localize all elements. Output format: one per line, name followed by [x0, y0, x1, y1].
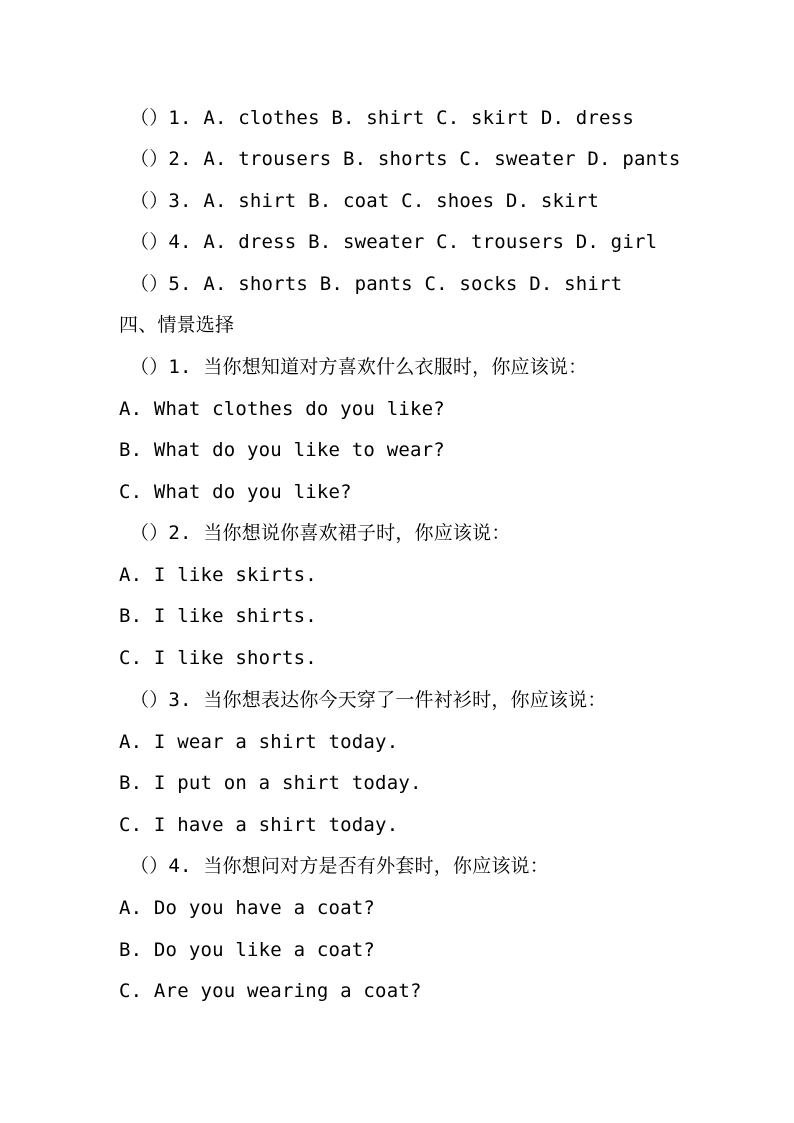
question-4-option-b: B. Do you like a coat?: [119, 939, 376, 961]
section-heading: 四、情景选择: [119, 314, 235, 336]
question-stem-2: （）2. 当你想说你喜欢裙子时，你应该说：: [130, 522, 511, 544]
question-3-option-a: A. I wear a shirt today.: [119, 731, 399, 753]
question-3-option-c: C. I have a shirt today.: [119, 814, 399, 836]
question-3-option-b: B. I put on a shirt today.: [119, 772, 422, 794]
question-stem-1: （）1. 当你想知道对方喜欢什么衣服时，你应该说：: [130, 356, 588, 378]
question-4-option-c: C. Are you wearing a coat?: [119, 980, 422, 1002]
question-4-option-a: A. Do you have a coat?: [119, 897, 376, 919]
odd-one-out-item-1: （）1. A. clothes B. shirt C. skirt D. dress: [130, 107, 634, 129]
odd-one-out-item-3: （）3. A. shirt B. coat C. shoes D. skirt: [130, 190, 600, 212]
question-2-option-a: A. I like skirts.: [119, 564, 317, 586]
odd-one-out-item-2: （）2. A. trousers B. shorts C. sweater D. pants: [130, 148, 681, 170]
odd-one-out-item-5: （）5. A. shorts B. pants C. socks D. shirt: [130, 273, 623, 295]
question-2-option-b: B. I like shirts.: [119, 605, 317, 627]
question-1-option-a: A. What clothes do you like?: [119, 398, 445, 420]
question-2-option-c: C. I like shorts.: [119, 647, 317, 669]
question-1-option-b: B. What do you like to wear?: [119, 439, 445, 461]
question-1-option-c: C. What do you like?: [119, 481, 352, 503]
question-stem-3: （）3. 当你想表达你今天穿了一件衬衫时，你应该说：: [130, 689, 607, 711]
odd-one-out-item-4: （）4. A. dress B. sweater C. trousers D. girl: [130, 231, 658, 253]
question-stem-4: （）4. 当你想问对方是否有外套时，你应该说：: [130, 855, 549, 877]
